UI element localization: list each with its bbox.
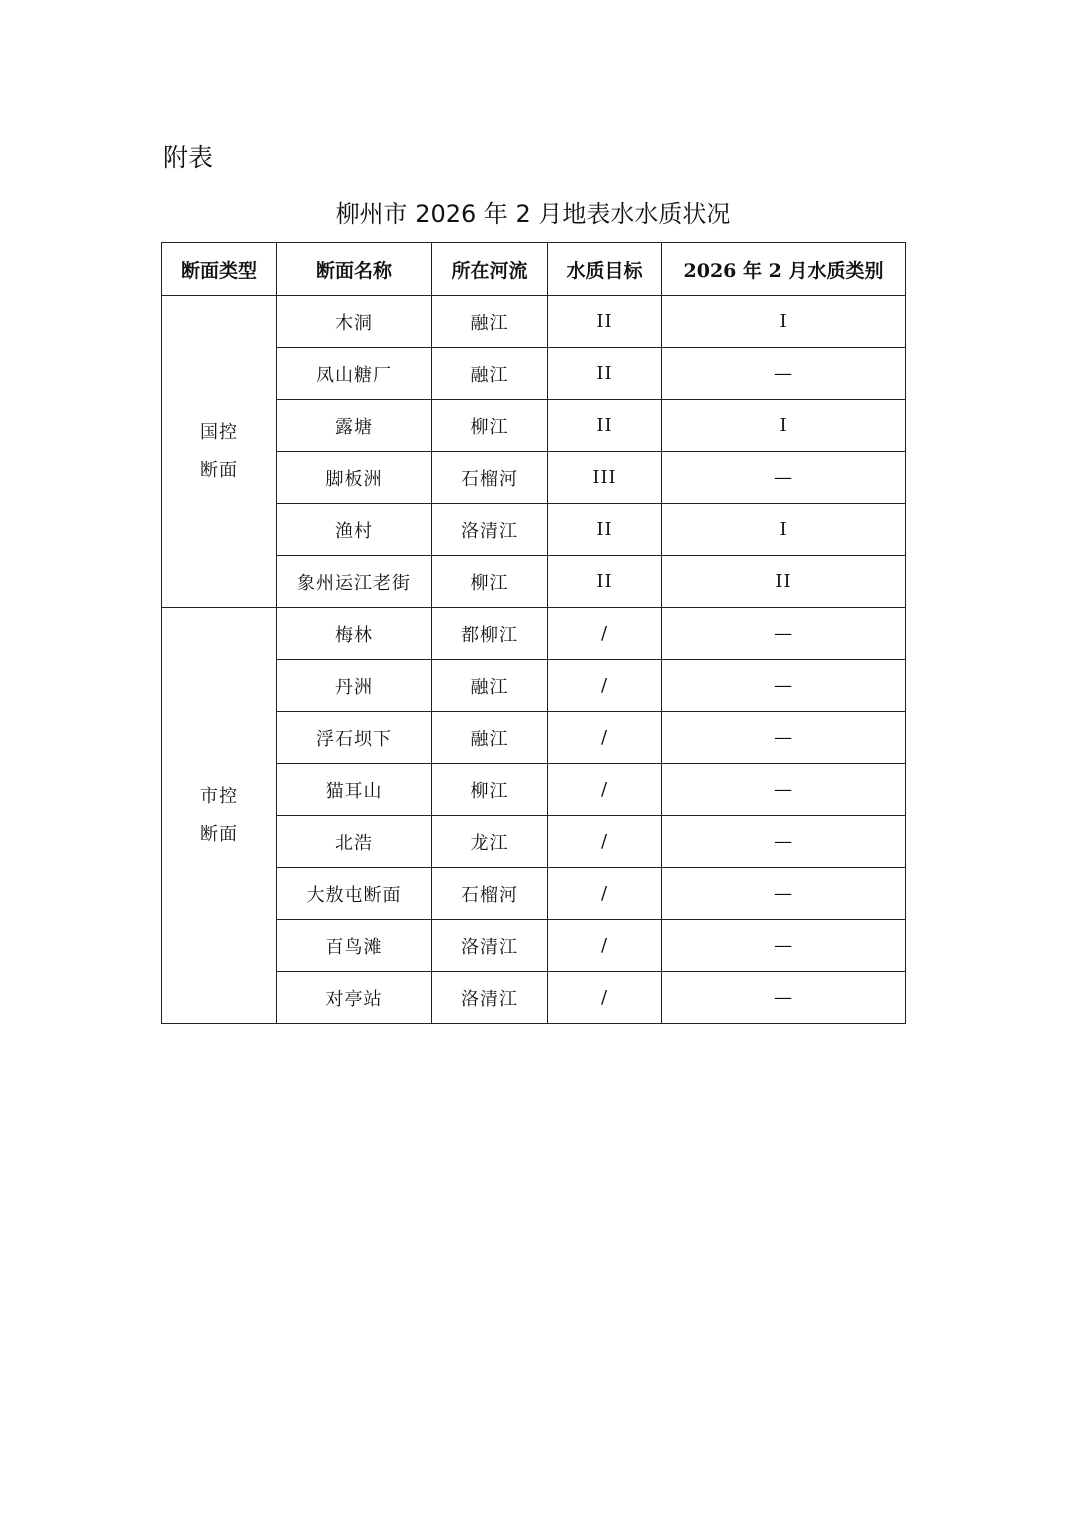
category-cell: I: [662, 504, 906, 556]
category-cell: I: [662, 296, 906, 348]
header-section-name: 断面名称: [277, 243, 432, 296]
target-cell: II: [548, 400, 662, 452]
document-title: 柳州市 2026 年 2 月地表水水质状况: [335, 200, 731, 228]
river-cell: 都柳江: [432, 608, 548, 660]
river-cell: 石榴河: [432, 452, 548, 504]
section-name-cell: 露塘: [277, 400, 432, 452]
river-cell: 融江: [432, 296, 548, 348]
target-cell: /: [548, 764, 662, 816]
category-cell: —: [662, 972, 906, 1024]
section-name-cell: 木洞: [277, 296, 432, 348]
river-cell: 柳江: [432, 764, 548, 816]
category-cell: —: [662, 348, 906, 400]
category-cell: —: [662, 452, 906, 504]
river-cell: 柳江: [432, 556, 548, 608]
category-cell: —: [662, 660, 906, 712]
header-river: 所在河流: [432, 243, 548, 296]
table-header-row: [162, 243, 906, 296]
section-name-cell: 猫耳山: [277, 764, 432, 816]
target-cell: /: [548, 608, 662, 660]
water-quality-table: [161, 242, 906, 1024]
target-cell: /: [548, 972, 662, 1024]
section-name-cell: 大敖屯断面: [277, 868, 432, 920]
category-cell: II: [662, 556, 906, 608]
section-name-cell: 梅林: [277, 608, 432, 660]
group-type-line: 断面: [200, 823, 238, 845]
header-quality-category: 2026 年 2 月水质类别: [662, 243, 906, 296]
target-cell: /: [548, 712, 662, 764]
river-cell: 洛清江: [432, 504, 548, 556]
target-cell: II: [548, 348, 662, 400]
section-name-cell: 脚板洲: [277, 452, 432, 504]
category-cell: —: [662, 764, 906, 816]
group-type-city: [162, 608, 277, 1024]
river-cell: 石榴河: [432, 868, 548, 920]
section-name-cell: 百鸟滩: [277, 920, 432, 972]
target-cell: II: [548, 556, 662, 608]
category-cell: —: [662, 608, 906, 660]
section-name-cell: 丹洲: [277, 660, 432, 712]
group-type-line: 市控: [200, 785, 238, 807]
section-name-cell: 浮石坝下: [277, 712, 432, 764]
target-cell: /: [548, 920, 662, 972]
river-cell: 融江: [432, 348, 548, 400]
target-cell: /: [548, 816, 662, 868]
target-cell: II: [548, 504, 662, 556]
category-cell: —: [662, 712, 906, 764]
section-name-cell: 凤山糖厂: [277, 348, 432, 400]
river-cell: 融江: [432, 660, 548, 712]
category-cell: I: [662, 400, 906, 452]
river-cell: 融江: [432, 712, 548, 764]
river-cell: 柳江: [432, 400, 548, 452]
target-cell: II: [548, 296, 662, 348]
section-name-cell: 北浩: [277, 816, 432, 868]
category-cell: —: [662, 816, 906, 868]
group-type-national: [162, 296, 277, 608]
appendix-label: 附表: [163, 143, 214, 172]
category-cell: —: [662, 868, 906, 920]
table-row: [162, 296, 906, 348]
target-cell: /: [548, 660, 662, 712]
category-cell: —: [662, 920, 906, 972]
section-name-cell: 象州运江老街: [277, 556, 432, 608]
target-cell: III: [548, 452, 662, 504]
section-name-cell: 对亭站: [277, 972, 432, 1024]
river-cell: 洛清江: [432, 920, 548, 972]
table-row: [162, 608, 906, 660]
section-name-cell: 渔村: [277, 504, 432, 556]
river-cell: 龙江: [432, 816, 548, 868]
header-quality-target: 水质目标: [548, 243, 662, 296]
group-type-line: 断面: [200, 459, 238, 481]
group-type-line: 国控: [200, 421, 238, 443]
river-cell: 洛清江: [432, 972, 548, 1024]
target-cell: /: [548, 868, 662, 920]
header-section-type: 断面类型: [162, 243, 277, 296]
